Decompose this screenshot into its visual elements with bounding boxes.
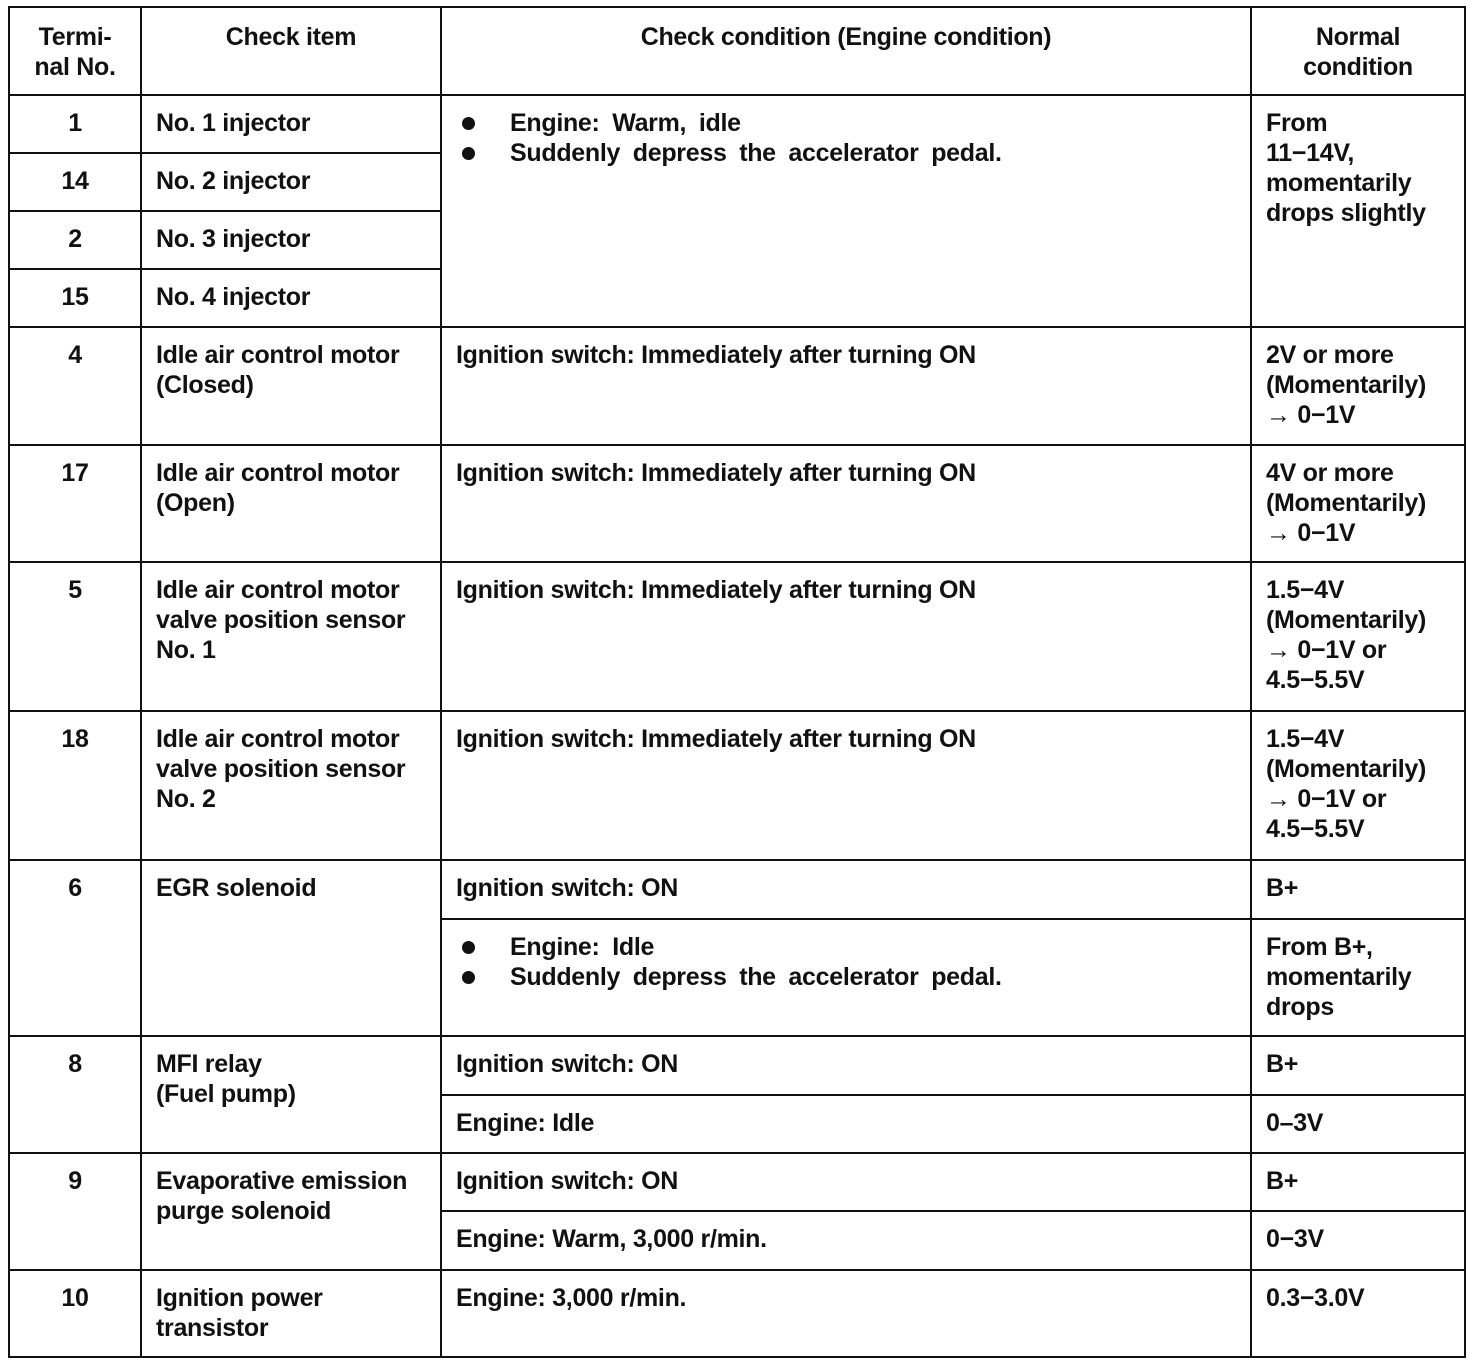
terminal-cell: 17: [9, 445, 141, 562]
table-row: [9, 1153, 1465, 1211]
terminal-cell: 15: [9, 269, 141, 327]
normal-condition-cell: 2V or more (Momentarily) → 0−1V: [1251, 327, 1465, 445]
terminal-cell: 10: [9, 1270, 141, 1357]
normal-condition-cell: 4V or more (Momentarily) → 0−1V: [1251, 445, 1465, 562]
header-normal-condition: Normal condition: [1251, 7, 1465, 95]
table-row: [9, 1036, 1465, 1095]
table-row: [9, 711, 1465, 860]
check-item-cell: No. 2 injector: [141, 153, 441, 211]
header-check-item: Check item: [141, 7, 441, 95]
normal-condition-cell: B+: [1251, 1153, 1465, 1211]
check-item-cell: Idle air control motor valve position sensor No. 2: [141, 711, 441, 860]
check-condition-cell: Ignition switch: ON: [441, 1036, 1251, 1095]
terminal-cell: 9: [9, 1153, 141, 1270]
check-condition-cell: Ignition switch: Immediately after turning ON: [441, 327, 1251, 445]
bullet-item: Suddenly depress the accelerator pedal.: [456, 962, 1236, 992]
header-row: [9, 7, 1465, 95]
check-condition-cell: Ignition switch: Immediately after turning ON: [441, 711, 1251, 860]
table-row: [9, 445, 1465, 562]
normal-condition-cell: B+: [1251, 1036, 1465, 1095]
terminal-cell: 14: [9, 153, 141, 211]
check-condition-cell: Ignition switch: Immediately after turning ON: [441, 562, 1251, 711]
table-row: [9, 562, 1465, 711]
check-item-cell: Idle air control motor valve position sensor No. 1: [141, 562, 441, 711]
check-item-cell: MFI relay (Fuel pump): [141, 1036, 441, 1153]
injector-condition-cell: [441, 95, 1251, 327]
check-item-cell: Idle air control motor (Closed): [141, 327, 441, 445]
check-condition-cell: [441, 919, 1251, 1036]
terminal-cell: 18: [9, 711, 141, 860]
table-row: [9, 95, 1465, 153]
bullet-item: Engine: Warm, idle: [456, 108, 1236, 138]
bullet-item: Suddenly depress the accelerator pedal.: [456, 138, 1236, 168]
normal-condition-cell: 0–3V: [1251, 1095, 1465, 1153]
check-item-cell: Evaporative emission purge solenoid: [141, 1153, 441, 1270]
normal-condition-cell: 1.5−4V (Momentarily) → 0−1V or 4.5−5.5V: [1251, 562, 1465, 711]
terminal-cell: 2: [9, 211, 141, 269]
normal-condition-cell: From B+, momentarily drops: [1251, 919, 1465, 1036]
bullet-list: [456, 108, 1236, 168]
check-item-cell: No. 1 injector: [141, 95, 441, 153]
check-condition-cell: Ignition switch: Immediately after turning ON: [441, 445, 1251, 562]
check-condition-cell: Ignition switch: ON: [441, 860, 1251, 919]
terminal-check-table: [8, 6, 1466, 1358]
normal-condition-cell: 0−3V: [1251, 1211, 1465, 1270]
terminal-cell: 5: [9, 562, 141, 711]
header-check-condition: Check condition (Engine condition): [441, 7, 1251, 95]
bullet-list: [456, 932, 1236, 992]
check-condition-cell: Engine: 3,000 r/min.: [441, 1270, 1251, 1357]
check-item-cell: No. 3 injector: [141, 211, 441, 269]
check-item-cell: Idle air control motor (Open): [141, 445, 441, 562]
check-condition-cell: Ignition switch: ON: [441, 1153, 1251, 1211]
bullet-item: Engine: Idle: [456, 932, 1236, 962]
terminal-cell: 8: [9, 1036, 141, 1153]
check-item-cell: Ignition power transistor: [141, 1270, 441, 1357]
normal-condition-cell: 0.3−3.0V: [1251, 1270, 1465, 1357]
injector-normal-cell: From 11−14V, momentarily drops slightly: [1251, 95, 1465, 327]
check-condition-cell: Engine: Idle: [441, 1095, 1251, 1153]
check-condition-cell: Engine: Warm, 3,000 r/min.: [441, 1211, 1251, 1270]
header-terminal: Termi- nal No.: [9, 7, 141, 95]
normal-condition-cell: B+: [1251, 860, 1465, 919]
normal-condition-cell: 1.5−4V (Momentarily) → 0−1V or 4.5−5.5V: [1251, 711, 1465, 860]
check-item-cell: No. 4 injector: [141, 269, 441, 327]
check-item-cell: EGR solenoid: [141, 860, 441, 1036]
table-row: [9, 1270, 1465, 1357]
terminal-cell: 4: [9, 327, 141, 445]
table-row: [9, 860, 1465, 919]
table-row: [9, 327, 1465, 445]
terminal-cell: 1: [9, 95, 141, 153]
terminal-cell: 6: [9, 860, 141, 1036]
